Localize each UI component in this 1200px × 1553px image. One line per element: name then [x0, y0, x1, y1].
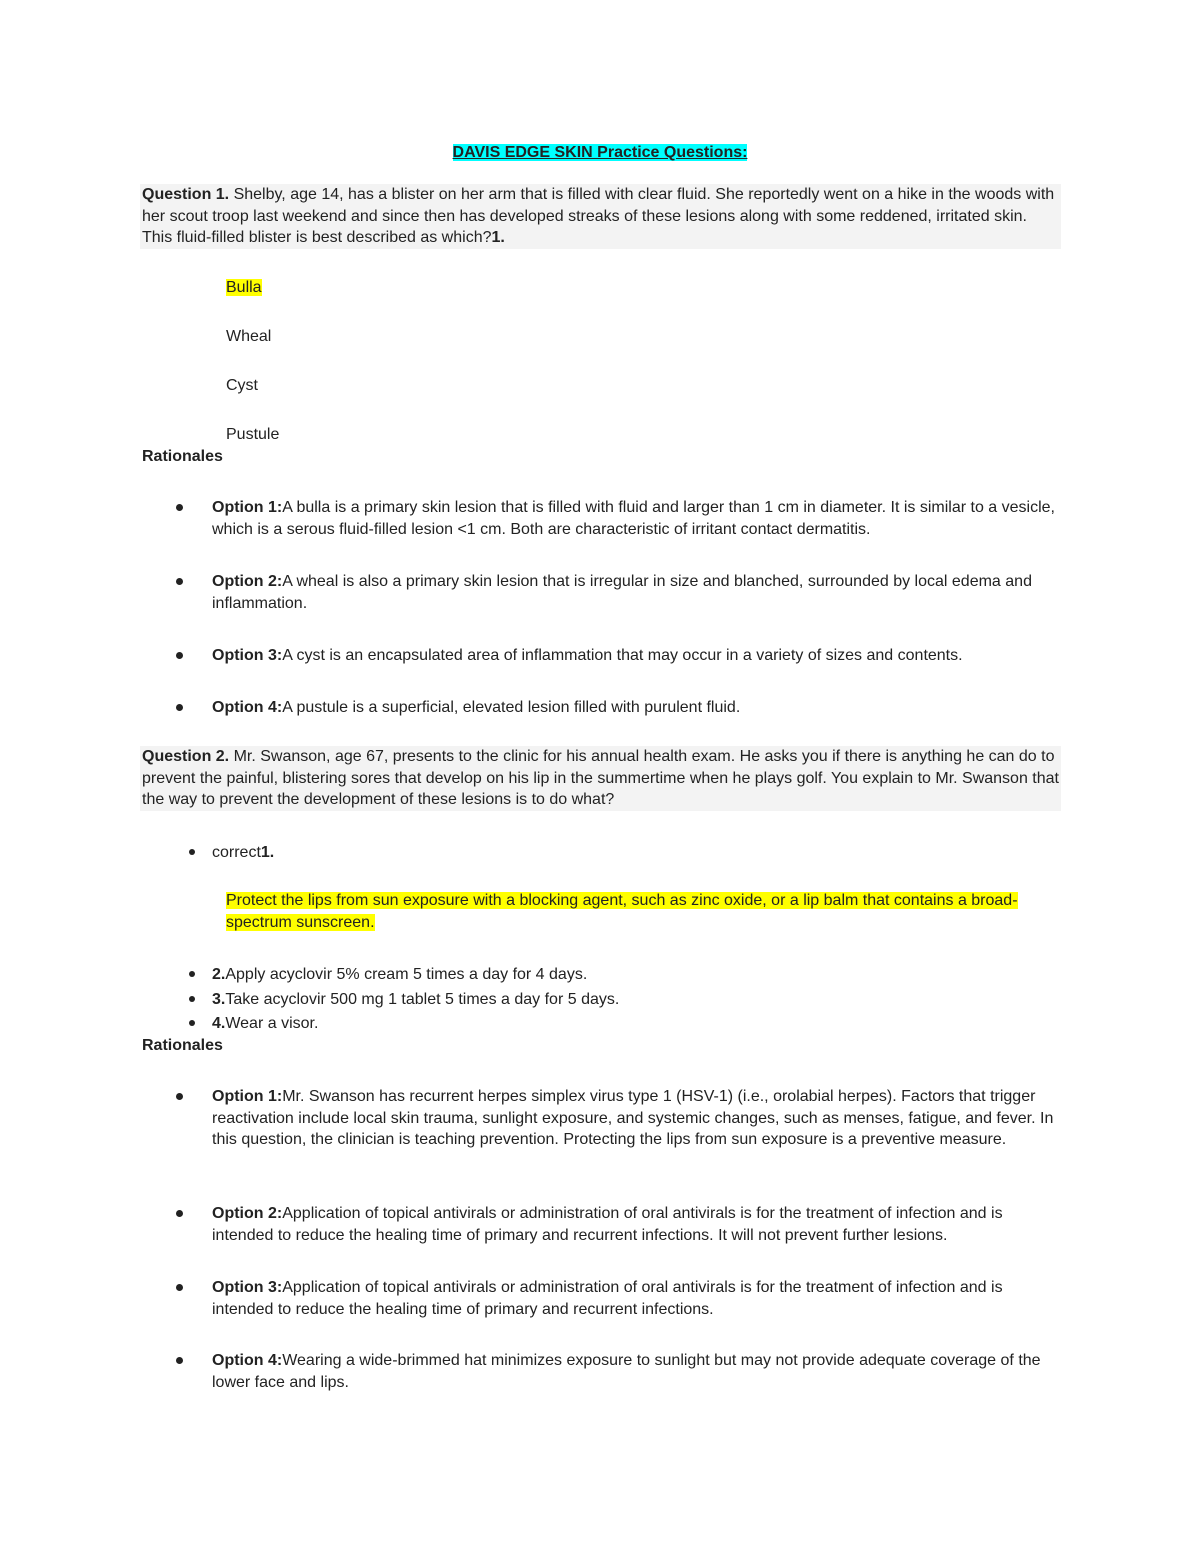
question-1-option-1: Bulla: [226, 279, 262, 296]
question-1-option-2: Wheal: [226, 328, 272, 345]
question-1-option-3: Cyst: [226, 377, 258, 394]
bullet-icon: [189, 996, 195, 1002]
question-2-rationale-2: Option 2:Application of topical antivirals or administration of oral antivirals is for the treatment of infection and is intended to reduce the healing time of primary and recurrent infections. It will not prevent further lesions.: [212, 1205, 1003, 1244]
question-2-rationales-heading: Rationales: [142, 1037, 223, 1054]
document-title: DAVIS EDGE SKIN Practice Questions:: [452, 144, 748, 161]
bullet-icon: [176, 704, 183, 711]
bullet-icon: [176, 1093, 183, 1100]
question-2-answer-4: 4.Wear a visor.: [212, 1015, 319, 1032]
question-2-answer-2: 2.Apply acyclovir 5% cream 5 times a day for 4 days.: [212, 966, 588, 983]
bullet-icon: [176, 1357, 183, 1364]
question-1-text: Shelby, age 14, has a blister on her arm that is filled with clear fluid. She reportedly went on a hike in the woods with her scout troop last weekend and since then has developed streaks of these lesions along with some reddened, irritated skin. This fluid-filled blister is best described as which?: [142, 186, 1055, 246]
bullet-icon: [176, 578, 183, 585]
bullet-icon: [189, 971, 195, 977]
bullet-icon: [176, 504, 183, 511]
question-2-correct-answer: Protect the lips from sun exposure with a blocking agent, such as zinc oxide, or a lip balm that contains a broad-spectrum sunscreen.: [226, 892, 1018, 931]
question-2-stem: [140, 746, 1061, 811]
bullet-icon: [176, 1210, 183, 1217]
question-2-rationale-4: Option 4:Wearing a wide-brimmed hat minimizes exposure to sunlight but may not provide adequate coverage of the lower face and lips.: [212, 1352, 1041, 1391]
question-1-suffix: 1.: [491, 229, 505, 246]
question-1-rationale-4: Option 4:A pustule is a superficial, elevated lesion filled with purulent fluid.: [212, 699, 741, 716]
bullet-icon: [176, 652, 183, 659]
question-2-rationale-1: Option 1:Mr. Swanson has recurrent herpes simplex virus type 1 (HSV-1) (i.e., orolabial herpes). Factors that trigger reactivation include local skin trauma, sunlight exposure, and systemic changes, such as menses, fatigue, and fever. In this question, the clinician is teaching prevention. Protecting the lips from sun exposure is a preventive measure.: [212, 1088, 1054, 1148]
question-1-option-4: Pustule: [226, 426, 280, 443]
question-1-rationales-heading: Rationales: [142, 448, 223, 465]
question-1-stem: [140, 184, 1061, 249]
question-1-label: Question 1.: [142, 186, 230, 203]
question-2-correct-marker: correct1.: [212, 844, 275, 861]
question-2-label: Question 2.: [142, 748, 230, 765]
question-2-rationale-3: Option 3:Application of topical antivirals or administration of oral antivirals is for the treatment of infection and is intended to reduce the healing time of primary and recurrent infections.: [212, 1279, 1003, 1318]
question-2-text: Mr. Swanson, age 67, presents to the clinic for his annual health exam. He asks you if there is anything he can do to prevent the painful, blistering sores that develop on his lip in the summertime when he plays golf. You explain to Mr. Swanson that the way to prevent the development of these lesions is to do what?: [142, 748, 1059, 808]
bullet-icon: [189, 849, 195, 855]
question-1-rationale-3: Option 3:A cyst is an encapsulated area of inflammation that may occur in a variety of sizes and contents.: [212, 647, 963, 664]
question-2-answer-3: 3.Take acyclovir 500 mg 1 tablet 5 times a day for 5 days.: [212, 991, 620, 1008]
bullet-icon: [176, 1284, 183, 1291]
question-1-rationale-1: Option 1:A bulla is a primary skin lesion that is filled with fluid and larger than 1 cm in diameter. It is similar to a vesicle, which is a serous fluid-filled lesion <1 cm. Both are characteristic of irritant contact dermatitis.: [212, 499, 1055, 538]
question-1-rationale-2: Option 2:A wheal is also a primary skin lesion that is irregular in size and blanched, surrounded by local edema and inflammation.: [212, 573, 1032, 612]
bullet-icon: [189, 1020, 195, 1026]
